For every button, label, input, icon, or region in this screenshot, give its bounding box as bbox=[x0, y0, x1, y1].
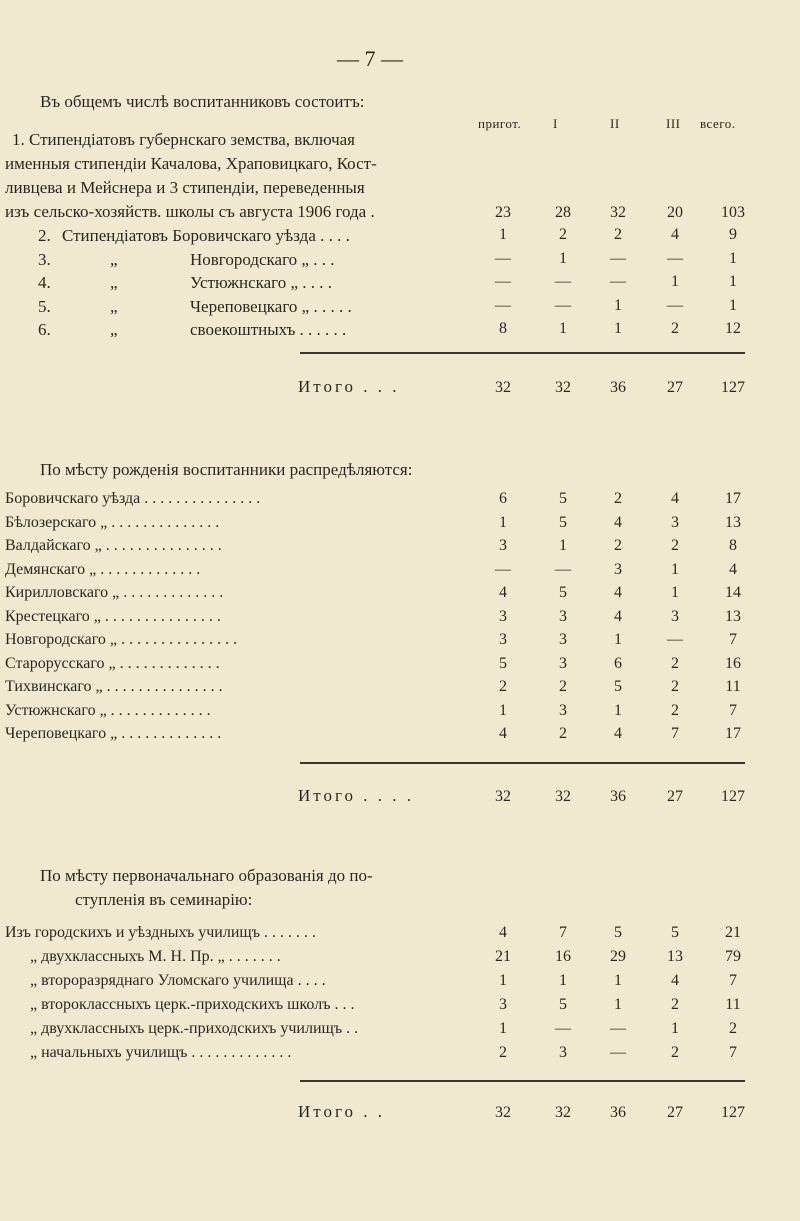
section2-row-value: 1 bbox=[614, 631, 622, 648]
section3-row-value: 4 bbox=[671, 972, 679, 989]
section2-row-value: 2 bbox=[671, 537, 679, 554]
ditto-mark: „ bbox=[110, 273, 118, 292]
row-label: Демянскаго „ . . . . . . . . . . . . . bbox=[5, 560, 201, 578]
header-total: всего. bbox=[700, 116, 736, 131]
section2-row-value: 17 bbox=[725, 725, 741, 742]
section3-row-value: 21 bbox=[495, 948, 511, 965]
section2-total-value: 32 bbox=[495, 788, 511, 805]
section1-total-value: 32 bbox=[495, 379, 511, 396]
row-label: Изъ городскихъ и уѣздныхъ училищъ . . . . . . . bbox=[5, 924, 316, 941]
section1-total-value: 36 bbox=[610, 379, 626, 396]
section1-row-value: — bbox=[667, 297, 683, 314]
section2-row-value: 3 bbox=[559, 701, 567, 719]
section2-row-value: 2 bbox=[559, 678, 567, 695]
section2-row-value: 1 bbox=[499, 701, 507, 719]
section2-rule bbox=[300, 762, 745, 764]
section1-row-value: — bbox=[667, 250, 683, 267]
item1-line3: ливцева и Мейснера и 3 стипендіи, переведенныя bbox=[5, 178, 365, 197]
row-label: Бѣлозерскаго „ . . . . . . . . . . . . . . bbox=[5, 513, 220, 531]
section3-row-value: 2 bbox=[729, 1020, 737, 1037]
section3-row-value: 3 bbox=[559, 1044, 567, 1061]
section2-row-value: — bbox=[555, 560, 571, 578]
section2-row-value: 3 bbox=[671, 607, 679, 625]
section2-row-value: 5 bbox=[614, 678, 622, 695]
section1-row-value: 1 bbox=[729, 273, 737, 290]
section3-row-value: 1 bbox=[614, 972, 622, 989]
section1-row-value: 12 bbox=[725, 320, 741, 337]
section3-row-value: 7 bbox=[729, 972, 737, 989]
section2-row-value: 8 bbox=[729, 537, 737, 554]
section2-row-value: 16 bbox=[725, 654, 741, 672]
section1-row-value: — bbox=[610, 250, 626, 267]
section3-row-value: 7 bbox=[559, 924, 567, 941]
section1-row-value: 4 bbox=[671, 226, 679, 243]
row-label: Стипендіатовъ Боровичскаго уѣзда . . . . bbox=[62, 226, 350, 245]
section1-intro: Въ общемъ числѣ воспитанниковъ состоитъ: bbox=[40, 92, 365, 111]
section3-row-value: 16 bbox=[555, 948, 571, 965]
row-label: Крестецкаго „ . . . . . . . . . . . . . . . bbox=[5, 607, 221, 625]
row-label: Устюжнскаго „ . . . . . . . . . . . . . bbox=[5, 701, 211, 719]
section1-row-value: 8 bbox=[499, 320, 507, 337]
section2-row-value: 2 bbox=[614, 537, 622, 554]
item1-val-prigot: 23 bbox=[495, 204, 511, 221]
row-label: Боровичскаго уѣзда . . . . . . . . . . . . . . . bbox=[5, 490, 261, 507]
item1-val-3: 20 bbox=[667, 204, 683, 221]
section2-row-value: 1 bbox=[614, 701, 622, 719]
row-label: „ двухклассныхъ церк.-приходскихъ училищъ . . bbox=[30, 1020, 359, 1037]
section3-total-value: 32 bbox=[495, 1104, 511, 1121]
section3-row-value: 21 bbox=[725, 924, 741, 941]
header-prigot: пригот. bbox=[478, 116, 522, 131]
section1-rule bbox=[300, 352, 745, 354]
section2-row-value: 2 bbox=[559, 725, 567, 742]
section3-row-value: 1 bbox=[499, 1020, 507, 1037]
section2-row-value: 3 bbox=[614, 560, 622, 578]
section2-row-value: 14 bbox=[725, 584, 741, 601]
section1-total-value: 27 bbox=[667, 379, 683, 396]
section3-row-value: 5 bbox=[559, 996, 567, 1013]
section3-row-value: 1 bbox=[559, 972, 567, 989]
section2-total-value: 32 bbox=[555, 788, 571, 805]
item1-line1: 1. Стипендіатовъ губернскаго земства, включая bbox=[12, 130, 355, 149]
section1-row-value: 1 bbox=[614, 297, 622, 314]
section2-row-value: 7 bbox=[729, 631, 737, 648]
section2-row-value: 4 bbox=[614, 607, 622, 625]
section3-intro-line2: ступленія въ семинарію: bbox=[75, 890, 253, 909]
section1-row-value: 1 bbox=[671, 273, 679, 290]
section2-row-value: 3 bbox=[559, 607, 567, 625]
row-number: 2. bbox=[38, 226, 51, 245]
section2-row-value: 1 bbox=[499, 513, 507, 531]
section2-row-value: 2 bbox=[671, 701, 679, 719]
section2-row-value: 4 bbox=[614, 513, 622, 531]
ditto-mark: „ bbox=[110, 250, 118, 269]
section2-row-value: 3 bbox=[559, 654, 567, 672]
section1-row-value: 1 bbox=[559, 320, 567, 337]
section3-row-value: 3 bbox=[499, 996, 507, 1013]
row-label: Тихвинскаго „ . . . . . . . . . . . . . . . bbox=[5, 678, 223, 695]
section1-total-value: 32 bbox=[555, 379, 571, 396]
section2-row-value: 4 bbox=[614, 584, 622, 601]
section2-row-value: 4 bbox=[729, 560, 737, 578]
section3-row-value: 1 bbox=[614, 996, 622, 1013]
section2-total-label: Итого . . . . bbox=[298, 786, 415, 805]
section2-row-value: 2 bbox=[671, 654, 679, 672]
section2-row-value: 4 bbox=[614, 725, 622, 742]
section1-row-value: 1 bbox=[559, 250, 567, 267]
section1-row-value: 2 bbox=[671, 320, 679, 337]
section1-row-value: — bbox=[495, 250, 511, 267]
section1-total-label: Итого . . . bbox=[298, 377, 400, 396]
ditto-mark: „ bbox=[110, 297, 118, 316]
section3-total-value: 27 bbox=[667, 1104, 683, 1121]
row-number: 6. bbox=[38, 320, 51, 339]
section2-row-value: 11 bbox=[725, 678, 741, 695]
item1-line2: именныя стипендіи Качалова, Храповицкаго, Кост- bbox=[5, 154, 377, 173]
item1-line4: изъ сельско-хозяйств. школы съ августа 1906 года . bbox=[5, 202, 375, 221]
section2-row-value: 7 bbox=[729, 701, 737, 719]
header-1: I bbox=[553, 116, 558, 131]
section2-row-value: 4 bbox=[499, 725, 507, 742]
section3-row-value: 29 bbox=[610, 948, 626, 965]
section2-row-value: 4 bbox=[499, 584, 507, 601]
section2-row-value: 17 bbox=[725, 490, 741, 507]
section3-total-value: 32 bbox=[555, 1104, 571, 1121]
row-label: Валдайскаго „ . . . . . . . . . . . . . . . bbox=[5, 537, 222, 554]
section2-row-value: 3 bbox=[499, 631, 507, 648]
header-3: III bbox=[666, 116, 681, 131]
page-number: — 7 — bbox=[337, 46, 403, 71]
section2-row-value: 3 bbox=[499, 537, 507, 554]
row-label: своекоштныхъ . . . . . . bbox=[190, 320, 347, 339]
row-label: Новгородскаго „ . . . . . . . . . . . . . . . bbox=[5, 631, 237, 648]
section3-row-value: 13 bbox=[667, 948, 683, 965]
section2-row-value: 2 bbox=[614, 490, 622, 507]
row-label: Устюжнскаго „ . . . . bbox=[190, 273, 333, 292]
section2-row-value: 3 bbox=[499, 607, 507, 625]
item1-val-total: 103 bbox=[721, 204, 745, 221]
section3-row-value: — bbox=[610, 1044, 626, 1061]
row-label: „ второклассныхъ церк.-приходскихъ школъ . . . bbox=[30, 996, 355, 1013]
section3-rule bbox=[300, 1080, 745, 1082]
section2-row-value: 4 bbox=[671, 490, 679, 507]
section3-row-value: 1 bbox=[671, 1020, 679, 1037]
section2-row-value: 6 bbox=[614, 654, 622, 672]
section2-row-value: 5 bbox=[559, 513, 567, 531]
row-label: „ начальныхъ училищъ . . . . . . . . . . . . . bbox=[30, 1044, 292, 1061]
section2-row-value: 5 bbox=[559, 490, 567, 507]
section3-total-value: 127 bbox=[721, 1104, 745, 1121]
section1-row-value: 1 bbox=[729, 297, 737, 314]
section2-row-value: 13 bbox=[725, 513, 741, 531]
row-label: „ второразряднаго Уломскаго училища . . . . bbox=[30, 972, 326, 989]
ditto-mark: „ bbox=[110, 320, 118, 339]
section1-row-value: — bbox=[555, 297, 571, 314]
section2-row-value: 5 bbox=[559, 584, 567, 601]
section3-row-value: 2 bbox=[671, 996, 679, 1013]
section3-row-value: 79 bbox=[725, 948, 741, 965]
section2-row-value: 2 bbox=[671, 678, 679, 695]
section2-row-value: 3 bbox=[671, 513, 679, 531]
section1-row-value: 1 bbox=[499, 226, 507, 243]
row-label: Старорусскаго „ . . . . . . . . . . . . . bbox=[5, 654, 220, 672]
section1-row-value: — bbox=[555, 273, 571, 290]
section1-row-value: 1 bbox=[614, 320, 622, 337]
section1-row-value: 2 bbox=[559, 226, 567, 243]
row-label: Череповецкаго „ . . . . . . . . . . . . . bbox=[5, 725, 222, 742]
section2-row-value: 13 bbox=[725, 607, 741, 625]
section2-total-value: 36 bbox=[610, 788, 626, 805]
section3-row-value: 5 bbox=[614, 924, 622, 941]
section1-row-value: 1 bbox=[729, 250, 737, 267]
section2-intro: По мѣсту рожденія воспитанники распредѣляются: bbox=[40, 460, 413, 479]
row-label: „ двухклассныхъ М. Н. Пр. „ . . . . . . . bbox=[30, 948, 281, 965]
section1-row-value: — bbox=[610, 273, 626, 290]
section3-row-value: — bbox=[610, 1020, 626, 1037]
section1-row-value: — bbox=[495, 297, 511, 314]
row-label: Кирилловскаго „ . . . . . . . . . . . . . bbox=[5, 584, 224, 601]
section3-row-value: — bbox=[555, 1020, 571, 1037]
section3-total-label: Итого . . bbox=[298, 1102, 386, 1121]
section3-row-value: 2 bbox=[499, 1044, 507, 1061]
section3-row-value: 5 bbox=[671, 924, 679, 941]
section2-row-value: 5 bbox=[499, 654, 507, 672]
section2-row-value: 1 bbox=[671, 560, 679, 578]
section2-row-value: 7 bbox=[671, 725, 679, 742]
item1-val-1: 28 bbox=[555, 204, 571, 221]
row-label: Новгородскаго „ . . . bbox=[190, 250, 335, 269]
section2-row-value: 1 bbox=[671, 584, 679, 601]
section3-row-value: 11 bbox=[725, 996, 741, 1013]
section1-row-value: 9 bbox=[729, 226, 737, 243]
section3-row-value: 4 bbox=[499, 924, 507, 941]
section3-row-value: 1 bbox=[499, 972, 507, 989]
section2-total-value: 127 bbox=[721, 788, 745, 805]
section2-total-value: 27 bbox=[667, 788, 683, 805]
section1-row-value: — bbox=[495, 273, 511, 290]
row-label: Череповецкаго „ . . . . . bbox=[190, 297, 352, 316]
row-number: 4. bbox=[38, 273, 51, 292]
section2-row-value: — bbox=[667, 631, 683, 648]
item1-val-2: 32 bbox=[610, 204, 626, 221]
section1-total-value: 127 bbox=[721, 379, 745, 396]
section3-row-value: 7 bbox=[729, 1044, 737, 1061]
section2-row-value: 1 bbox=[559, 537, 567, 554]
section2-row-value: 3 bbox=[559, 631, 567, 648]
section2-row-value: 2 bbox=[499, 678, 507, 695]
section2-row-value: 6 bbox=[499, 490, 507, 507]
row-number: 3. bbox=[38, 250, 51, 269]
section2-row-value: — bbox=[495, 560, 511, 578]
section3-row-value: 2 bbox=[671, 1044, 679, 1061]
header-2: II bbox=[610, 116, 620, 131]
section1-row-value: 2 bbox=[614, 226, 622, 243]
section3-intro-line1: По мѣсту первоначальнаго образованія до по- bbox=[40, 866, 373, 885]
section3-total-value: 36 bbox=[610, 1104, 626, 1121]
row-number: 5. bbox=[38, 297, 51, 316]
